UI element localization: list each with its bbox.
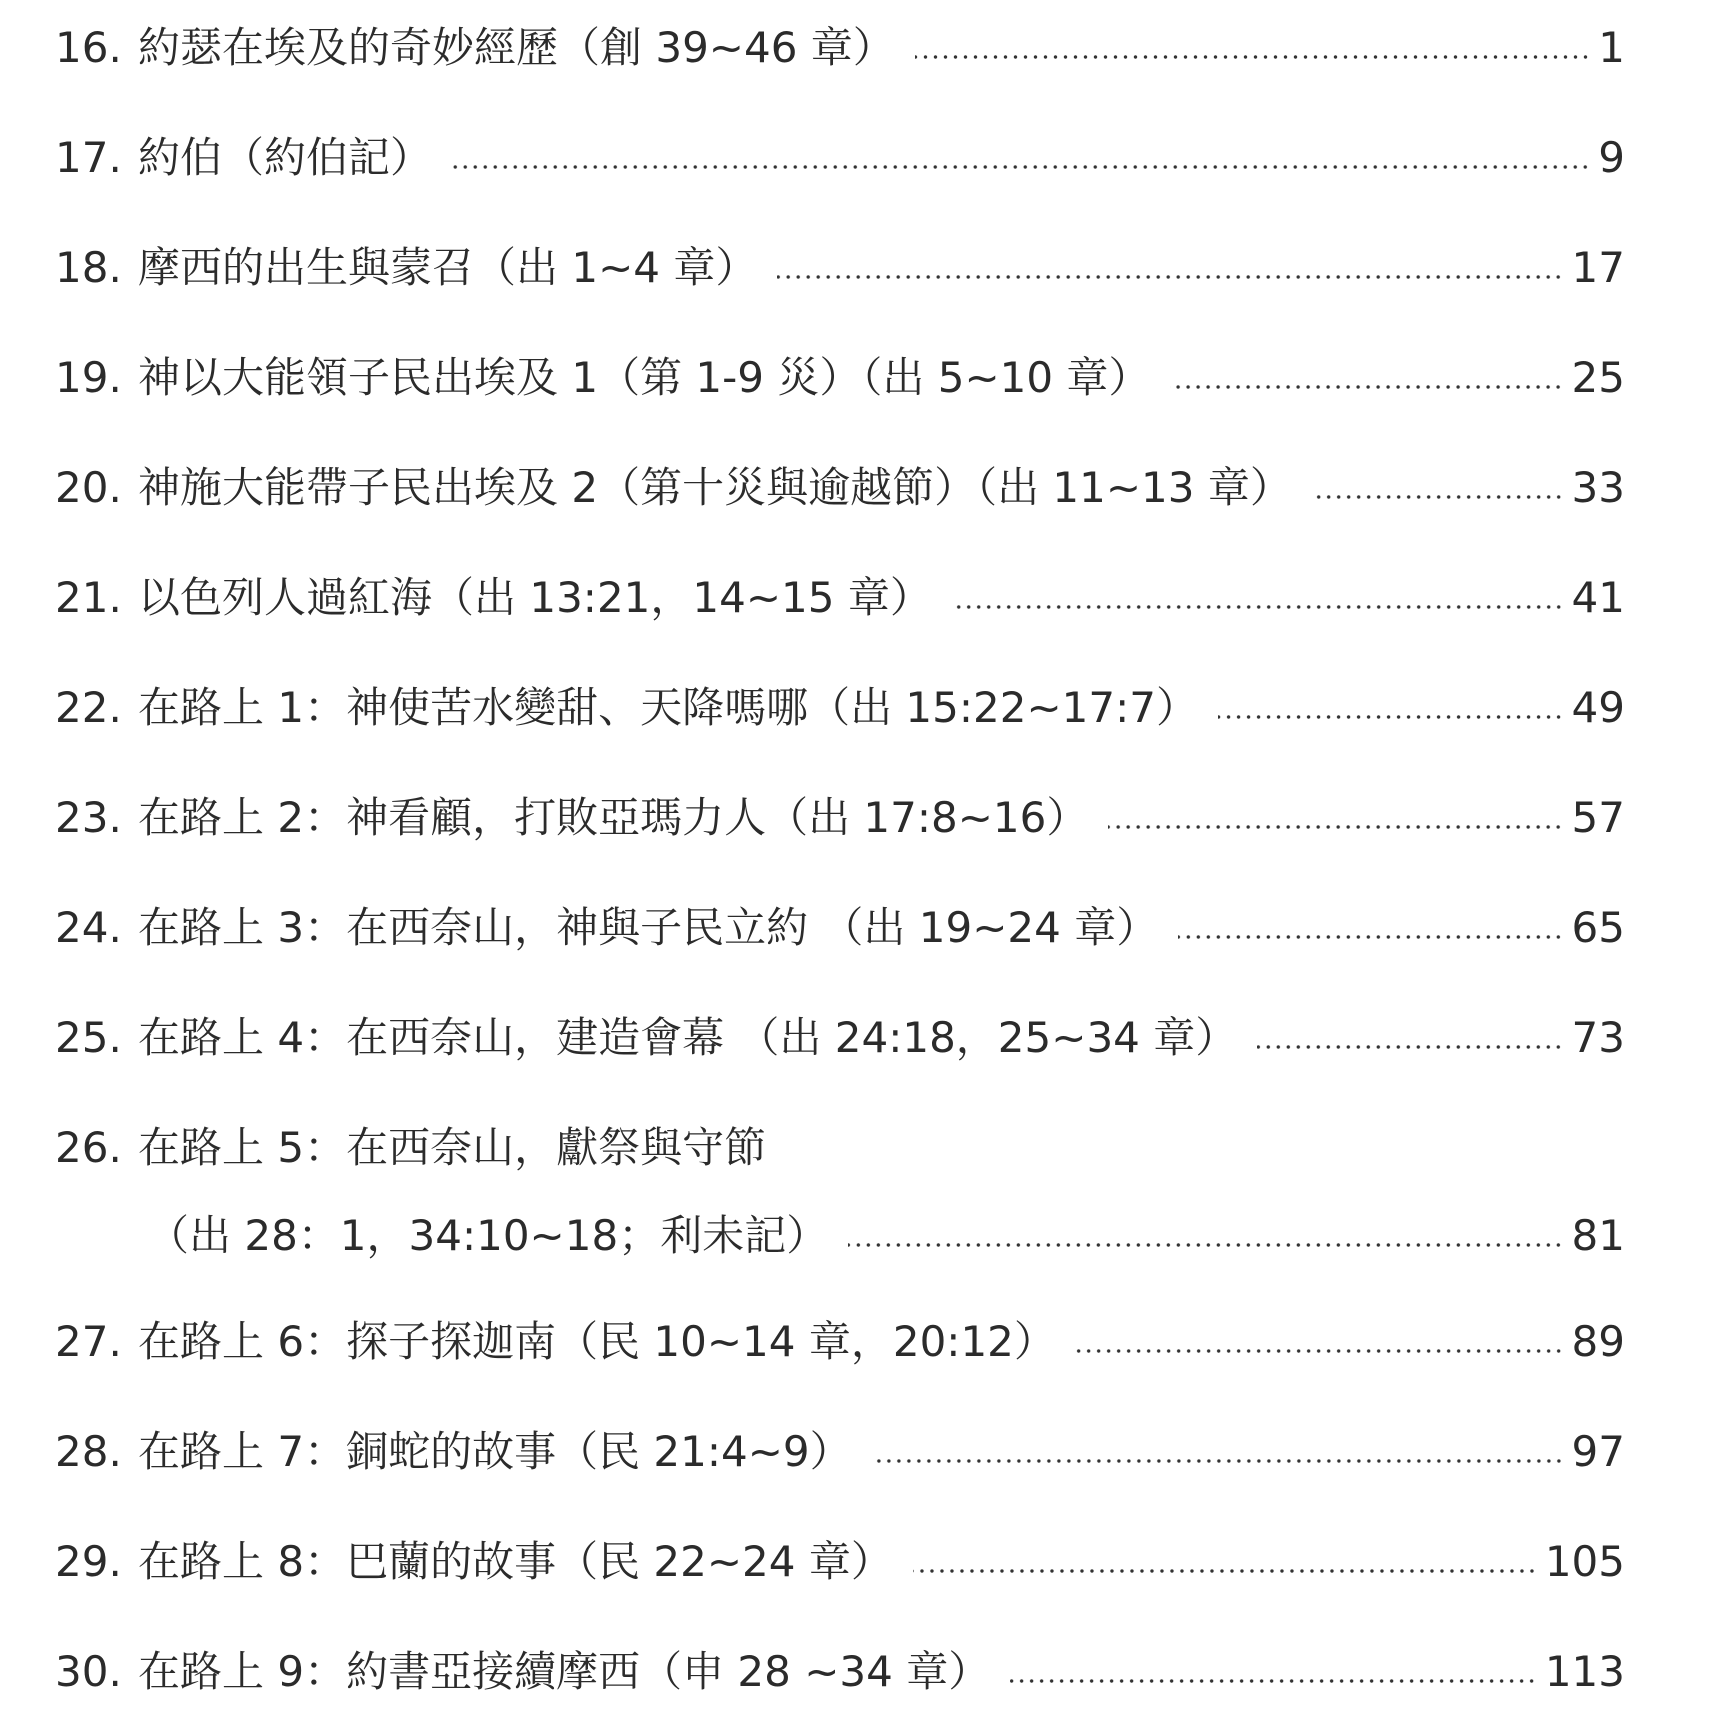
- dot-leader: [452, 165, 1590, 169]
- dot-leader: [1076, 1349, 1564, 1353]
- entry-title: 約瑟在埃及的奇妙經歷（創 39~46 章）: [138, 23, 895, 72]
- entry-page-number: 97: [1571, 1427, 1625, 1476]
- entry-title: 神以大能領子民出埃及 1（第 1-9 災）（出 5~10 章）: [138, 353, 1151, 402]
- dot-leader: [1170, 385, 1563, 389]
- dot-leader: [1257, 1045, 1563, 1049]
- entry-title: 在路上 5：在西奈山，獻祭與守節: [138, 1123, 767, 1172]
- entry-page-number: 25: [1571, 353, 1625, 402]
- dot-leader: [1218, 715, 1564, 719]
- dot-leader: [1178, 935, 1563, 939]
- toc-entry-29[interactable]: [55, 1532, 1625, 1592]
- dot-leader: [913, 1569, 1537, 1573]
- entry-number: 18.: [55, 243, 122, 292]
- toc-entry-23[interactable]: [55, 788, 1625, 848]
- toc-entry-22[interactable]: [55, 678, 1625, 738]
- toc-entry-28[interactable]: [55, 1422, 1625, 1482]
- toc-entry-24[interactable]: [55, 898, 1625, 958]
- toc-entry-30[interactable]: [55, 1642, 1625, 1702]
- entry-title: 在路上 8：巴蘭的故事（民 22~24 章）: [138, 1537, 893, 1586]
- toc-entry-25[interactable]: [55, 1008, 1625, 1068]
- entry-page-number: 57: [1571, 793, 1625, 842]
- entry-page-number: 49: [1571, 683, 1625, 732]
- entry-number: 25.: [55, 1013, 122, 1062]
- entry-page-number: 33: [1571, 463, 1625, 512]
- entry-number: 17.: [55, 133, 122, 182]
- toc-entry-27[interactable]: [55, 1312, 1625, 1372]
- entry-title: 在路上 2：神看顧，打敗亞瑪力人（出 17:8~16）: [138, 793, 1089, 842]
- entry-title-continued: （出 28：1，34:10~18；利未記）: [147, 1211, 829, 1260]
- entry-number: 20.: [55, 463, 122, 512]
- dot-leader: [848, 1243, 1563, 1247]
- entry-number: 19.: [55, 353, 122, 402]
- entry-title: 在路上 7：銅蛇的故事（民 21:4~9）: [138, 1427, 852, 1476]
- dot-leader: [1312, 495, 1564, 499]
- dot-leader: [1108, 825, 1563, 829]
- entry-page-number: 17: [1571, 243, 1625, 292]
- entry-number: 29.: [55, 1537, 122, 1586]
- entry-title: 在路上 9：約書亞接續摩西（申 28 ~34 章）: [138, 1647, 991, 1696]
- entry-page-number: 113: [1544, 1647, 1625, 1696]
- entry-number: 27.: [55, 1317, 122, 1366]
- entry-page-number: 73: [1571, 1013, 1625, 1062]
- toc-entry-20[interactable]: [55, 458, 1625, 518]
- entry-page-number: 1: [1598, 23, 1625, 72]
- entry-page-number: 89: [1571, 1317, 1625, 1366]
- toc-entry-17[interactable]: [55, 128, 1625, 188]
- entry-title: 在路上 3：在西奈山，神與子民立約 （出 19~24 章）: [138, 903, 1159, 952]
- entry-number: 24.: [55, 903, 122, 952]
- entry-number: 28.: [55, 1427, 122, 1476]
- entry-title: 在路上 4：在西奈山，建造會幕 （出 24:18，25~34 章）: [138, 1013, 1238, 1062]
- dot-leader: [777, 275, 1563, 279]
- toc-entry-26-line1[interactable]: [55, 1118, 766, 1178]
- dot-leader: [915, 55, 1590, 59]
- entry-title: 在路上 1：神使苦水變甜、天降嗎哪（出 15:22~17:7）: [138, 683, 1198, 732]
- entry-page-number: 65: [1571, 903, 1625, 952]
- entry-number: 21.: [55, 573, 122, 622]
- toc-entry-26-line2[interactable]: [147, 1206, 1625, 1266]
- entry-number: 26.: [55, 1123, 122, 1172]
- toc-entry-19[interactable]: [55, 348, 1625, 408]
- entry-page-number: 81: [1571, 1211, 1625, 1260]
- dot-leader: [872, 1459, 1564, 1463]
- entry-number: 16.: [55, 23, 122, 72]
- entry-number: 22.: [55, 683, 122, 732]
- entry-page-number: 9: [1598, 133, 1625, 182]
- table-of-contents: [55, 0, 1625, 1723]
- dot-leader: [952, 605, 1564, 609]
- entry-number: 23.: [55, 793, 122, 842]
- entry-title: 約伯（約伯記）: [138, 133, 433, 182]
- toc-entry-18[interactable]: [55, 238, 1625, 298]
- entry-title: 在路上 6：探子探迦南（民 10~14 章，20:12）: [138, 1317, 1056, 1366]
- toc-entry-16[interactable]: [55, 18, 1625, 78]
- entry-number: 30.: [55, 1647, 122, 1696]
- entry-title: 摩西的出生與蒙召（出 1~4 章）: [138, 243, 758, 292]
- entry-page-number: 41: [1571, 573, 1625, 622]
- entry-title: 神施大能帶子民出埃及 2（第十災與逾越節）（出 11~13 章）: [138, 463, 1292, 512]
- toc-entry-21[interactable]: [55, 568, 1625, 628]
- dot-leader: [1010, 1679, 1537, 1683]
- entry-title: 以色列人過紅海（出 13:21，14~15 章）: [138, 573, 932, 622]
- entry-page-number: 105: [1544, 1537, 1625, 1586]
